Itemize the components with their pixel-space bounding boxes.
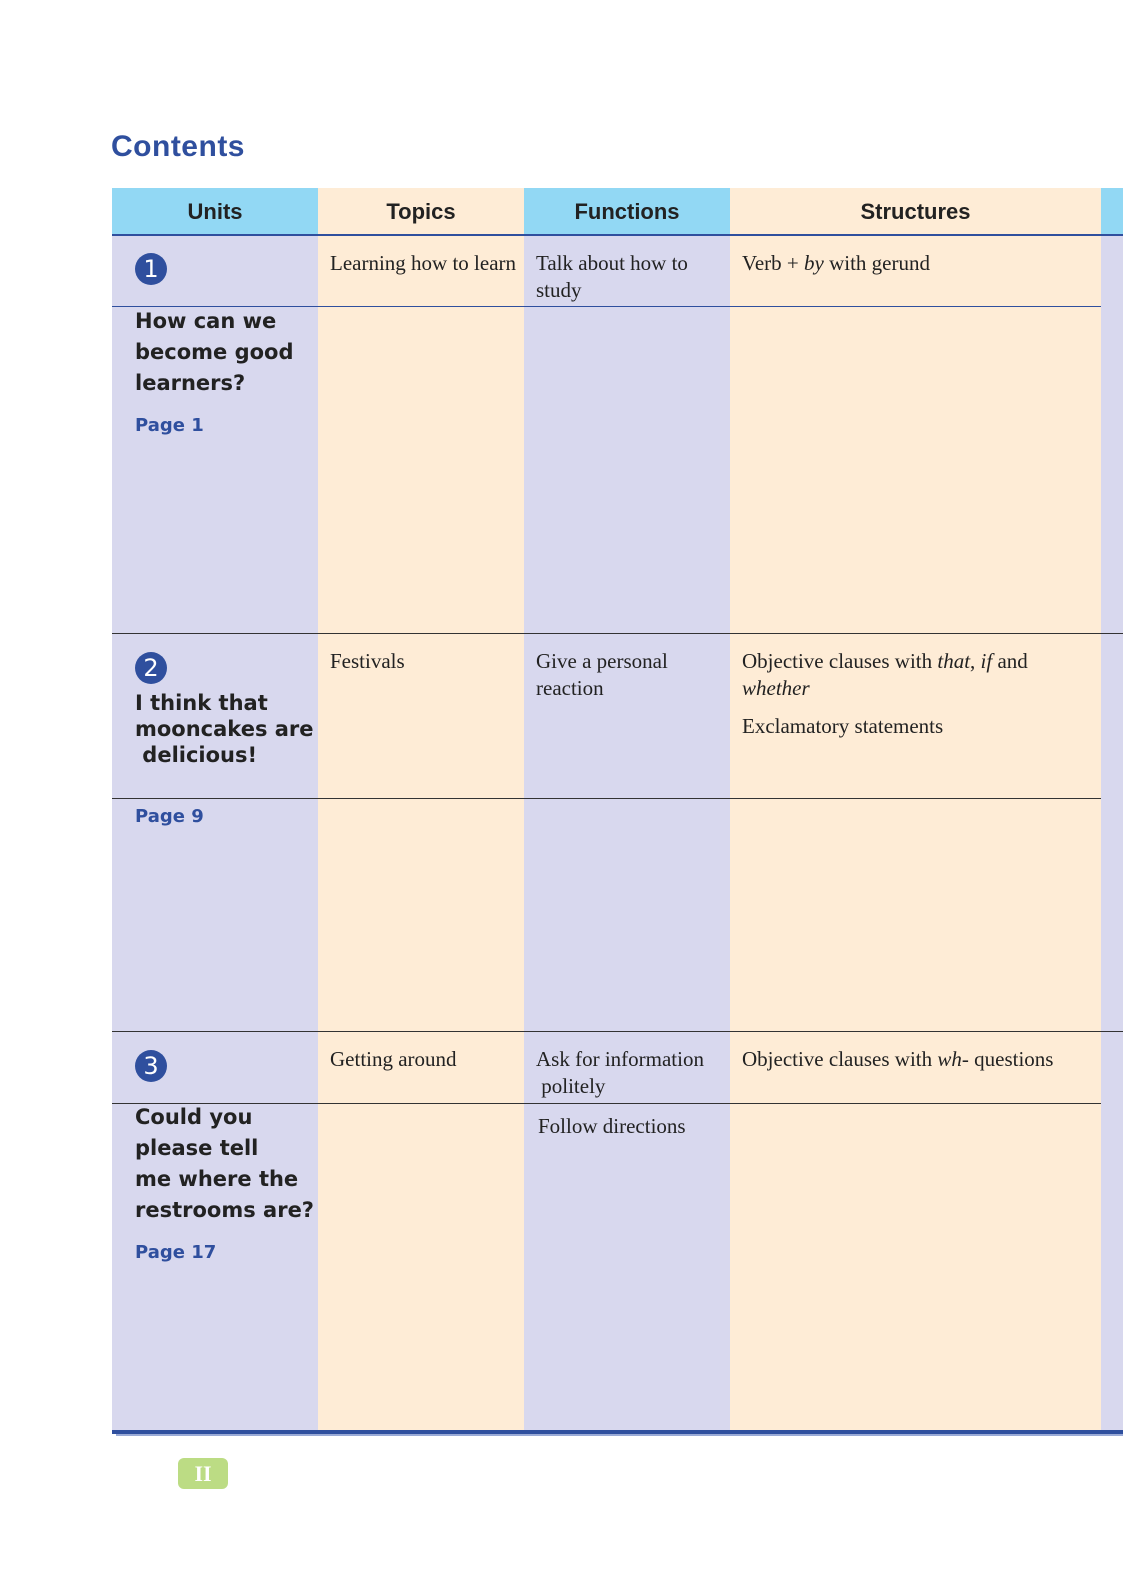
function-cell: Talk about how to study xyxy=(536,251,688,302)
structure-cell: Verb + by with gerund xyxy=(742,251,930,275)
header-extra xyxy=(1101,188,1123,235)
header-units: Units xyxy=(112,188,318,235)
unit-divider xyxy=(112,1031,1123,1032)
unit-number-badge: 3 xyxy=(135,1050,167,1082)
unit-divider xyxy=(112,633,1123,634)
header-structures: Structures xyxy=(730,188,1101,235)
structure-cell: Objective clauses with that, if and whether xyxy=(742,649,1028,700)
unit-page-link[interactable]: Page 1 xyxy=(135,415,204,436)
topic-cell: Learning how to learn xyxy=(330,251,517,275)
function-cell: Give a personal reaction xyxy=(536,649,668,700)
topics-column xyxy=(318,188,524,1432)
table-bottom-shadow xyxy=(116,1434,1123,1436)
structure-cell: Objective clauses with wh- questions xyxy=(742,1047,1054,1071)
function-cell-2: Follow directions xyxy=(538,1114,686,1138)
unit-page-link[interactable]: Page 17 xyxy=(135,1242,217,1263)
header-rule xyxy=(112,234,1123,236)
function-cell: Ask for information politely xyxy=(536,1047,704,1098)
header-topics: Topics xyxy=(318,188,524,235)
extra-column xyxy=(1101,188,1123,1432)
unit-title: Could you please tell me where the restrooms are? xyxy=(135,1105,314,1222)
unit-title: How can we become good learners? xyxy=(135,309,294,395)
row-divider xyxy=(112,798,1101,799)
structure-cell-2: Exclamatory statements xyxy=(742,714,944,738)
unit-title: I think that mooncakes are delicious! xyxy=(135,691,314,767)
unit-number-badge: 1 xyxy=(135,253,167,285)
structures-column xyxy=(730,188,1101,1432)
topic-cell: Festivals xyxy=(330,649,405,673)
page-number: II xyxy=(178,1458,228,1489)
unit-number-badge: 2 xyxy=(135,652,167,684)
unit-page-link[interactable]: Page 9 xyxy=(135,806,204,827)
header-functions: Functions xyxy=(524,188,730,235)
topic-cell: Getting around xyxy=(330,1047,457,1071)
page-title: Contents xyxy=(111,130,245,163)
functions-column xyxy=(524,188,730,1432)
